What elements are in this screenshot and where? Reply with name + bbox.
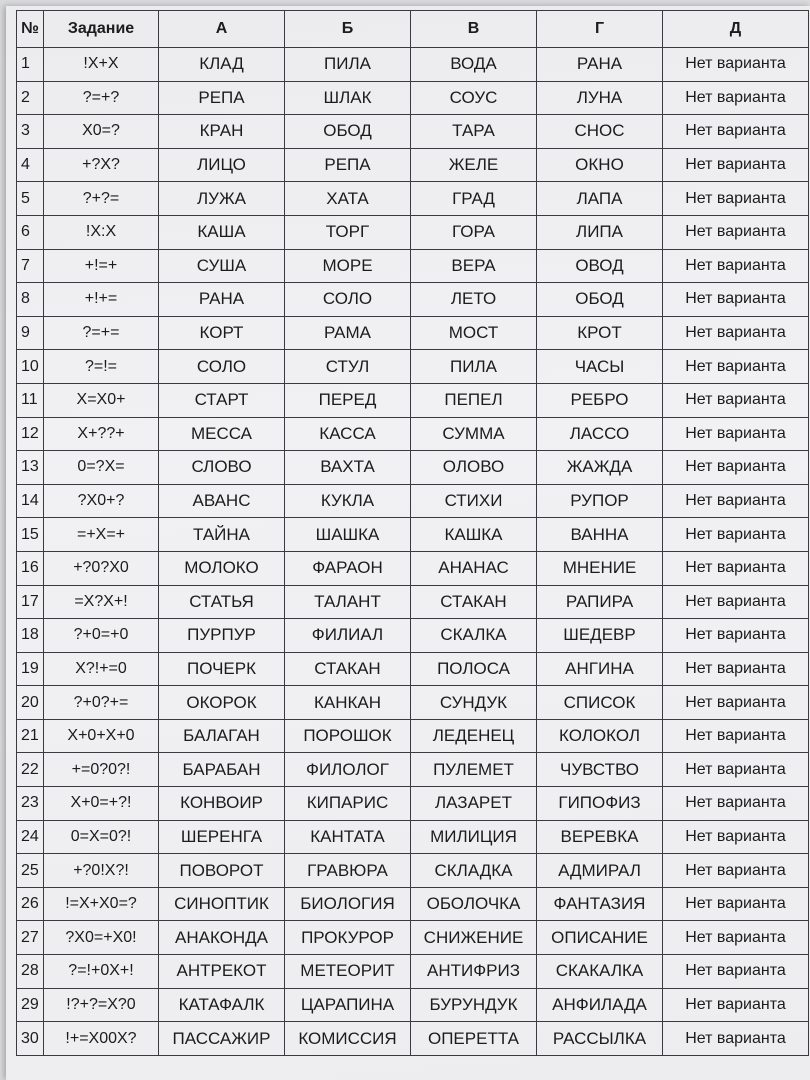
task-pattern: +=0?0?! (44, 753, 159, 787)
option-b-word: МОРЕ (285, 249, 411, 283)
option-d-none: Нет варианта (663, 887, 809, 921)
table-row (17, 820, 809, 854)
option-b-word: КОМИССИЯ (285, 1022, 411, 1056)
task-table (16, 10, 809, 1056)
task-pattern: +?0!X?! (44, 854, 159, 888)
table-row (17, 350, 809, 384)
option-d-none: Нет варианта (663, 249, 809, 283)
row-number: 26 (17, 887, 44, 921)
table-row (17, 921, 809, 955)
task-pattern: !+=X00X? (44, 1022, 159, 1056)
table-row (17, 887, 809, 921)
row-number: 3 (17, 115, 44, 149)
option-v-word: СУММА (411, 417, 537, 451)
option-g-word: ЖАЖДА (537, 451, 663, 485)
task-pattern: !?+?=X?0 (44, 988, 159, 1022)
option-g-word: СНОС (537, 115, 663, 149)
option-d-none: Нет варианта (663, 518, 809, 552)
table-row (17, 551, 809, 585)
option-a-word: ЛИЦО (159, 148, 285, 182)
option-g-word: ОБОД (537, 283, 663, 317)
option-v-word: ГРАД (411, 182, 537, 216)
header-option-d: Д (663, 11, 809, 48)
row-number: 1 (17, 48, 44, 82)
option-b-word: ПЕРЕД (285, 383, 411, 417)
option-d-none: Нет варианта (663, 484, 809, 518)
option-a-word: РАНА (159, 283, 285, 317)
option-d-none: Нет варианта (663, 115, 809, 149)
row-number: 7 (17, 249, 44, 283)
row-number: 8 (17, 283, 44, 317)
option-a-word: ПОВОРОТ (159, 854, 285, 888)
option-d-none: Нет варианта (663, 316, 809, 350)
option-v-word: СНИЖЕНИЕ (411, 921, 537, 955)
task-pattern: X+0=+?! (44, 787, 159, 821)
row-number: 18 (17, 619, 44, 653)
task-pattern: ?+?= (44, 182, 159, 216)
option-v-word: ПИЛА (411, 350, 537, 384)
option-b-word: РЕПА (285, 148, 411, 182)
option-v-word: СКЛАДКА (411, 854, 537, 888)
option-b-word: ТАЛАНТ (285, 585, 411, 619)
table-row (17, 283, 809, 317)
option-a-word: МЕССА (159, 417, 285, 451)
table-row (17, 1022, 809, 1056)
table-row (17, 854, 809, 888)
option-g-word: ВЕРЕВКА (537, 820, 663, 854)
option-b-word: ГРАВЮРА (285, 854, 411, 888)
option-b-word: ШАШКА (285, 518, 411, 552)
table-row (17, 215, 809, 249)
option-v-word: ЛАЗАРЕТ (411, 787, 537, 821)
option-g-word: РАССЫЛКА (537, 1022, 663, 1056)
row-number: 23 (17, 787, 44, 821)
option-v-word: ПЕПЕЛ (411, 383, 537, 417)
option-b-word: ПРОКУРОР (285, 921, 411, 955)
row-number: 22 (17, 753, 44, 787)
option-d-none: Нет варианта (663, 753, 809, 787)
task-pattern: ?+0?+= (44, 686, 159, 720)
option-g-word: АНГИНА (537, 652, 663, 686)
option-b-word: ЦАРАПИНА (285, 988, 411, 1022)
option-d-none: Нет варианта (663, 148, 809, 182)
option-v-word: БУРУНДУК (411, 988, 537, 1022)
row-number: 2 (17, 81, 44, 115)
option-d-none: Нет варианта (663, 854, 809, 888)
table-row (17, 316, 809, 350)
row-number: 21 (17, 719, 44, 753)
option-b-word: ПОРОШОК (285, 719, 411, 753)
option-v-word: ОЛОВО (411, 451, 537, 485)
option-b-word: ФАРАОН (285, 551, 411, 585)
option-b-word: КАССА (285, 417, 411, 451)
option-v-word: ВОДА (411, 48, 537, 82)
row-number: 10 (17, 350, 44, 384)
table-row (17, 787, 809, 821)
row-number: 9 (17, 316, 44, 350)
row-number: 30 (17, 1022, 44, 1056)
option-b-word: ШЛАК (285, 81, 411, 115)
option-d-none: Нет варианта (663, 48, 809, 82)
row-number: 13 (17, 451, 44, 485)
table-row (17, 249, 809, 283)
option-a-word: СОЛО (159, 350, 285, 384)
option-a-word: МОЛОКО (159, 551, 285, 585)
option-b-word: МЕТЕОРИТ (285, 955, 411, 989)
row-number: 11 (17, 383, 44, 417)
option-v-word: СТАКАН (411, 585, 537, 619)
option-v-word: КАШКА (411, 518, 537, 552)
header-option-b: Б (285, 11, 411, 48)
row-number: 12 (17, 417, 44, 451)
option-g-word: ЧУВСТВО (537, 753, 663, 787)
option-b-word: ПИЛА (285, 48, 411, 82)
option-g-word: ГИПОФИЗ (537, 787, 663, 821)
task-pattern: !X+X (44, 48, 159, 82)
option-v-word: ТАРА (411, 115, 537, 149)
row-number: 15 (17, 518, 44, 552)
task-pattern: X?!+=0 (44, 652, 159, 686)
option-g-word: ЛАПА (537, 182, 663, 216)
row-number: 28 (17, 955, 44, 989)
option-b-word: ХАТА (285, 182, 411, 216)
option-v-word: ЖЕЛЕ (411, 148, 537, 182)
option-d-none: Нет варианта (663, 551, 809, 585)
option-a-word: ОКОРОК (159, 686, 285, 720)
option-a-word: ШЕРЕНГА (159, 820, 285, 854)
task-pattern: +!+= (44, 283, 159, 317)
option-g-word: РЕБРО (537, 383, 663, 417)
task-pattern: ?X0=+X0! (44, 921, 159, 955)
option-v-word: ОПЕРЕТТА (411, 1022, 537, 1056)
option-d-none: Нет варианта (663, 417, 809, 451)
option-a-word: ЛУЖА (159, 182, 285, 216)
option-b-word: ТОРГ (285, 215, 411, 249)
option-a-word: СТАТЬЯ (159, 585, 285, 619)
task-pattern: ?+0=+0 (44, 619, 159, 653)
table-row (17, 686, 809, 720)
option-g-word: СПИСОК (537, 686, 663, 720)
table-row (17, 518, 809, 552)
option-g-word: АНФИЛАДА (537, 988, 663, 1022)
option-d-none: Нет варианта (663, 719, 809, 753)
option-b-word: БИОЛОГИЯ (285, 887, 411, 921)
option-v-word: ЛЕТО (411, 283, 537, 317)
option-g-word: ЧАСЫ (537, 350, 663, 384)
task-pattern: X0=? (44, 115, 159, 149)
option-v-word: ОБОЛОЧКА (411, 887, 537, 921)
task-pattern: ?=+= (44, 316, 159, 350)
option-a-word: СЛОВО (159, 451, 285, 485)
option-d-none: Нет варианта (663, 350, 809, 384)
option-a-word: КАТАФАЛК (159, 988, 285, 1022)
header-option-a: А (159, 11, 285, 48)
option-g-word: АДМИРАЛ (537, 854, 663, 888)
option-g-word: РУПОР (537, 484, 663, 518)
task-pattern: !X:X (44, 215, 159, 249)
task-pattern: +!=+ (44, 249, 159, 283)
option-b-word: ОБОД (285, 115, 411, 149)
table-row (17, 619, 809, 653)
option-v-word: ПУЛЕМЕТ (411, 753, 537, 787)
task-pattern: !=X+X0=? (44, 887, 159, 921)
option-v-word: ВЕРА (411, 249, 537, 283)
option-v-word: ЛЕДЕНЕЦ (411, 719, 537, 753)
option-d-none: Нет варианта (663, 787, 809, 821)
task-pattern: 0=X=0?! (44, 820, 159, 854)
option-d-none: Нет варианта (663, 283, 809, 317)
option-a-word: БАРАБАН (159, 753, 285, 787)
option-g-word: КОЛОКОЛ (537, 719, 663, 753)
option-d-none: Нет варианта (663, 182, 809, 216)
task-pattern: +?0?X0 (44, 551, 159, 585)
option-v-word: АНАНАС (411, 551, 537, 585)
option-v-word: ГОРА (411, 215, 537, 249)
option-d-none: Нет варианта (663, 686, 809, 720)
task-pattern: =+X=+ (44, 518, 159, 552)
option-d-none: Нет варианта (663, 585, 809, 619)
task-pattern: X+0+X+0 (44, 719, 159, 753)
row-number: 25 (17, 854, 44, 888)
option-a-word: АНАКОНДА (159, 921, 285, 955)
paper-sheet (6, 6, 810, 1080)
header-task: Задание (44, 11, 159, 48)
option-a-word: КЛАД (159, 48, 285, 82)
option-v-word: МОСТ (411, 316, 537, 350)
option-v-word: ПОЛОСА (411, 652, 537, 686)
table-row (17, 115, 809, 149)
table-row (17, 652, 809, 686)
task-pattern: ?X0+? (44, 484, 159, 518)
option-v-word: МИЛИЦИЯ (411, 820, 537, 854)
option-g-word: МНЕНИЕ (537, 551, 663, 585)
option-g-word: ВАННА (537, 518, 663, 552)
option-a-word: КАША (159, 215, 285, 249)
option-d-none: Нет варианта (663, 619, 809, 653)
option-g-word: ФАНТАЗИЯ (537, 887, 663, 921)
table-row (17, 383, 809, 417)
header-option-g: Г (537, 11, 663, 48)
option-a-word: КРАН (159, 115, 285, 149)
task-pattern: 0=?X= (44, 451, 159, 485)
option-a-word: ТАЙНА (159, 518, 285, 552)
option-b-word: СТАКАН (285, 652, 411, 686)
task-pattern: ?=!+0X+! (44, 955, 159, 989)
option-a-word: СУША (159, 249, 285, 283)
option-v-word: СКАЛКА (411, 619, 537, 653)
option-b-word: КАНКАН (285, 686, 411, 720)
header-option-v: В (411, 11, 537, 48)
option-g-word: ОКНО (537, 148, 663, 182)
task-pattern: X+??+ (44, 417, 159, 451)
option-b-word: РАМА (285, 316, 411, 350)
task-pattern: ?=+? (44, 81, 159, 115)
option-a-word: ПАССАЖИР (159, 1022, 285, 1056)
table-row (17, 955, 809, 989)
option-g-word: ОВОД (537, 249, 663, 283)
option-d-none: Нет варианта (663, 451, 809, 485)
option-a-word: СИНОПТИК (159, 887, 285, 921)
option-g-word: ЛАССО (537, 417, 663, 451)
table-row (17, 988, 809, 1022)
option-d-none: Нет варианта (663, 988, 809, 1022)
task-pattern: +?X? (44, 148, 159, 182)
row-number: 17 (17, 585, 44, 619)
option-b-word: СТУЛ (285, 350, 411, 384)
row-number: 19 (17, 652, 44, 686)
task-pattern: ?=!= (44, 350, 159, 384)
table-row (17, 719, 809, 753)
option-b-word: СОЛО (285, 283, 411, 317)
option-a-word: ПОЧЕРК (159, 652, 285, 686)
option-g-word: ШЕДЕВР (537, 619, 663, 653)
row-number: 4 (17, 148, 44, 182)
row-number: 27 (17, 921, 44, 955)
header-number: № (17, 11, 44, 48)
table-row (17, 81, 809, 115)
row-number: 16 (17, 551, 44, 585)
option-g-word: СКАКАЛКА (537, 955, 663, 989)
option-a-word: ПУРПУР (159, 619, 285, 653)
option-b-word: КУКЛА (285, 484, 411, 518)
row-number: 24 (17, 820, 44, 854)
option-g-word: РАПИРА (537, 585, 663, 619)
option-a-word: АВАНС (159, 484, 285, 518)
option-a-word: КОРТ (159, 316, 285, 350)
option-v-word: СОУС (411, 81, 537, 115)
option-b-word: КИПАРИС (285, 787, 411, 821)
option-d-none: Нет варианта (663, 921, 809, 955)
option-v-word: АНТИФРИЗ (411, 955, 537, 989)
task-pattern: X=X0+ (44, 383, 159, 417)
table-row (17, 585, 809, 619)
option-d-none: Нет варианта (663, 383, 809, 417)
row-number: 29 (17, 988, 44, 1022)
table-body (17, 48, 809, 1056)
option-g-word: ЛИПА (537, 215, 663, 249)
table-row (17, 182, 809, 216)
option-v-word: СУНДУК (411, 686, 537, 720)
row-number: 6 (17, 215, 44, 249)
option-v-word: СТИХИ (411, 484, 537, 518)
option-b-word: ВАХТА (285, 451, 411, 485)
header-row (17, 11, 809, 48)
table-row (17, 484, 809, 518)
row-number: 14 (17, 484, 44, 518)
option-a-word: СТАРТ (159, 383, 285, 417)
option-a-word: РЕПА (159, 81, 285, 115)
option-a-word: АНТРЕКОТ (159, 955, 285, 989)
option-b-word: КАНТАТА (285, 820, 411, 854)
option-b-word: ФИЛИАЛ (285, 619, 411, 653)
option-a-word: БАЛАГАН (159, 719, 285, 753)
option-d-none: Нет варианта (663, 81, 809, 115)
table-row (17, 148, 809, 182)
option-d-none: Нет варианта (663, 215, 809, 249)
option-g-word: ЛУНА (537, 81, 663, 115)
option-b-word: ФИЛОЛОГ (285, 753, 411, 787)
table-row (17, 48, 809, 82)
option-d-none: Нет варианта (663, 820, 809, 854)
option-g-word: КРОТ (537, 316, 663, 350)
option-g-word: ОПИСАНИЕ (537, 921, 663, 955)
table-row (17, 753, 809, 787)
option-g-word: РАНА (537, 48, 663, 82)
task-pattern: =X?X+! (44, 585, 159, 619)
option-d-none: Нет варианта (663, 652, 809, 686)
table-row (17, 417, 809, 451)
row-number: 20 (17, 686, 44, 720)
row-number: 5 (17, 182, 44, 216)
option-a-word: КОНВОИР (159, 787, 285, 821)
table-row (17, 451, 809, 485)
option-d-none: Нет варианта (663, 1022, 809, 1056)
option-d-none: Нет варианта (663, 955, 809, 989)
